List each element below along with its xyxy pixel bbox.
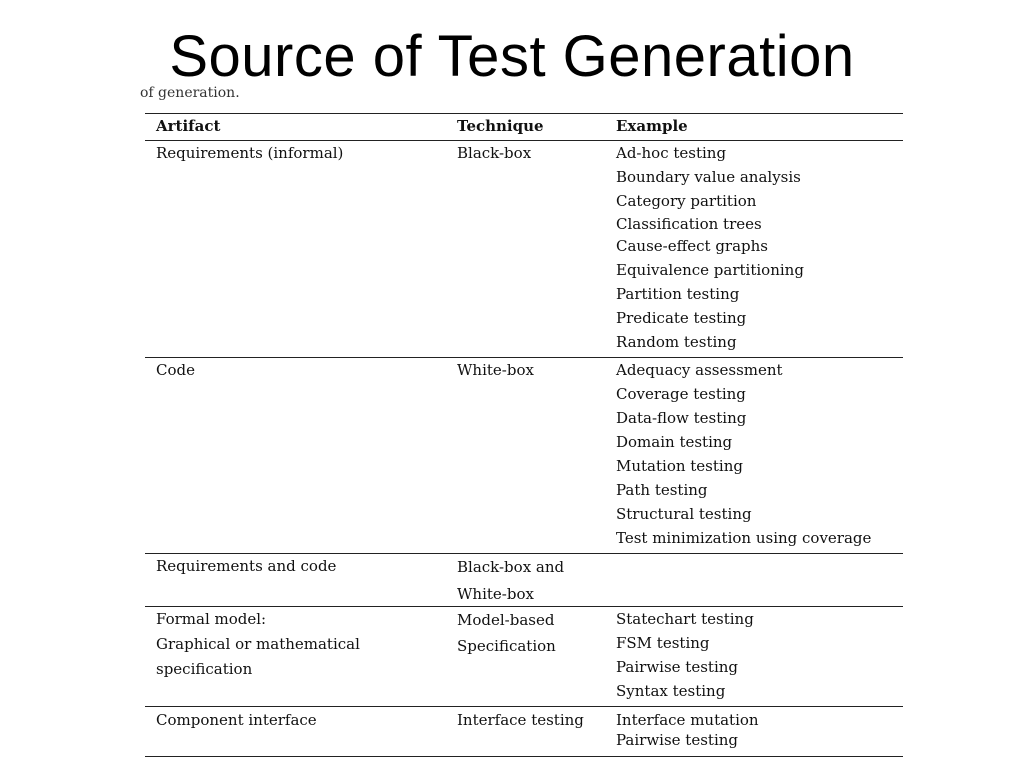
example-item: Boundary value analysis [616,168,801,186]
example-item: Test minimization using coverage [616,529,872,547]
example-item: Random testing [616,333,737,351]
table-bottom-rule [145,756,903,757]
technique-line: Specification [457,637,556,655]
example-item: Coverage testing [616,385,746,403]
technique-cell [457,554,564,608]
technique-line: Model-based [457,611,555,629]
technique-cell: Interface testing [457,711,584,729]
example-item: Mutation testing [616,457,743,475]
column-header-example: Example [616,117,688,135]
example-cell [616,141,804,354]
example-item: Structural testing [616,505,752,523]
example-item: Partition testing [616,285,740,303]
example-item: Predicate testing [616,309,747,327]
artifact-cell: Component interface [156,711,317,729]
example-item: Domain testing [616,433,733,451]
technique-cell [457,607,556,659]
artifact-cell: Requirements (informal) [156,144,344,162]
example-item: Adequacy assessment [616,361,783,379]
example-item: FSM testing [616,634,710,652]
example-item: Path testing [616,481,708,499]
caption-text: of generation. [140,85,240,101]
artifact-cell [156,607,360,682]
example-item: Cause-effect graphs [616,237,769,255]
example-item: Interface mutation [616,711,759,729]
row-divider [145,706,903,707]
artifact-line: Graphical or mathematical [156,635,360,653]
artifact-cell: Requirements and code [156,557,337,575]
example-cell [616,708,759,750]
example-item: Pairwise testing [616,658,738,676]
example-cell [616,358,871,550]
example-item: Category partition [616,192,757,210]
slide-title: Source of Test Generation [169,24,855,89]
example-item: Classification trees [616,215,762,233]
example-item: Ad-hoc testing [616,144,727,162]
example-item: Statechart testing [616,610,754,628]
technique-cell: White-box [457,361,534,379]
technique-line: Black-box and [457,558,565,576]
technique-cell: Black-box [457,144,532,162]
table-caption-fragment [140,85,280,104]
technique-line: White-box [457,585,534,603]
example-cell [616,607,754,703]
artifact-line: Formal model: [156,610,267,628]
column-header-artifact: Artifact [156,117,221,135]
column-header-technique: Technique [457,117,544,135]
example-item: Pairwise testing [616,731,738,749]
example-item: Data-flow testing [616,409,747,427]
artifact-cell: Code [156,361,195,379]
example-item: Syntax testing [616,682,726,700]
artifact-line: specification [156,660,253,678]
example-item: Equivalence partitioning [616,261,804,279]
